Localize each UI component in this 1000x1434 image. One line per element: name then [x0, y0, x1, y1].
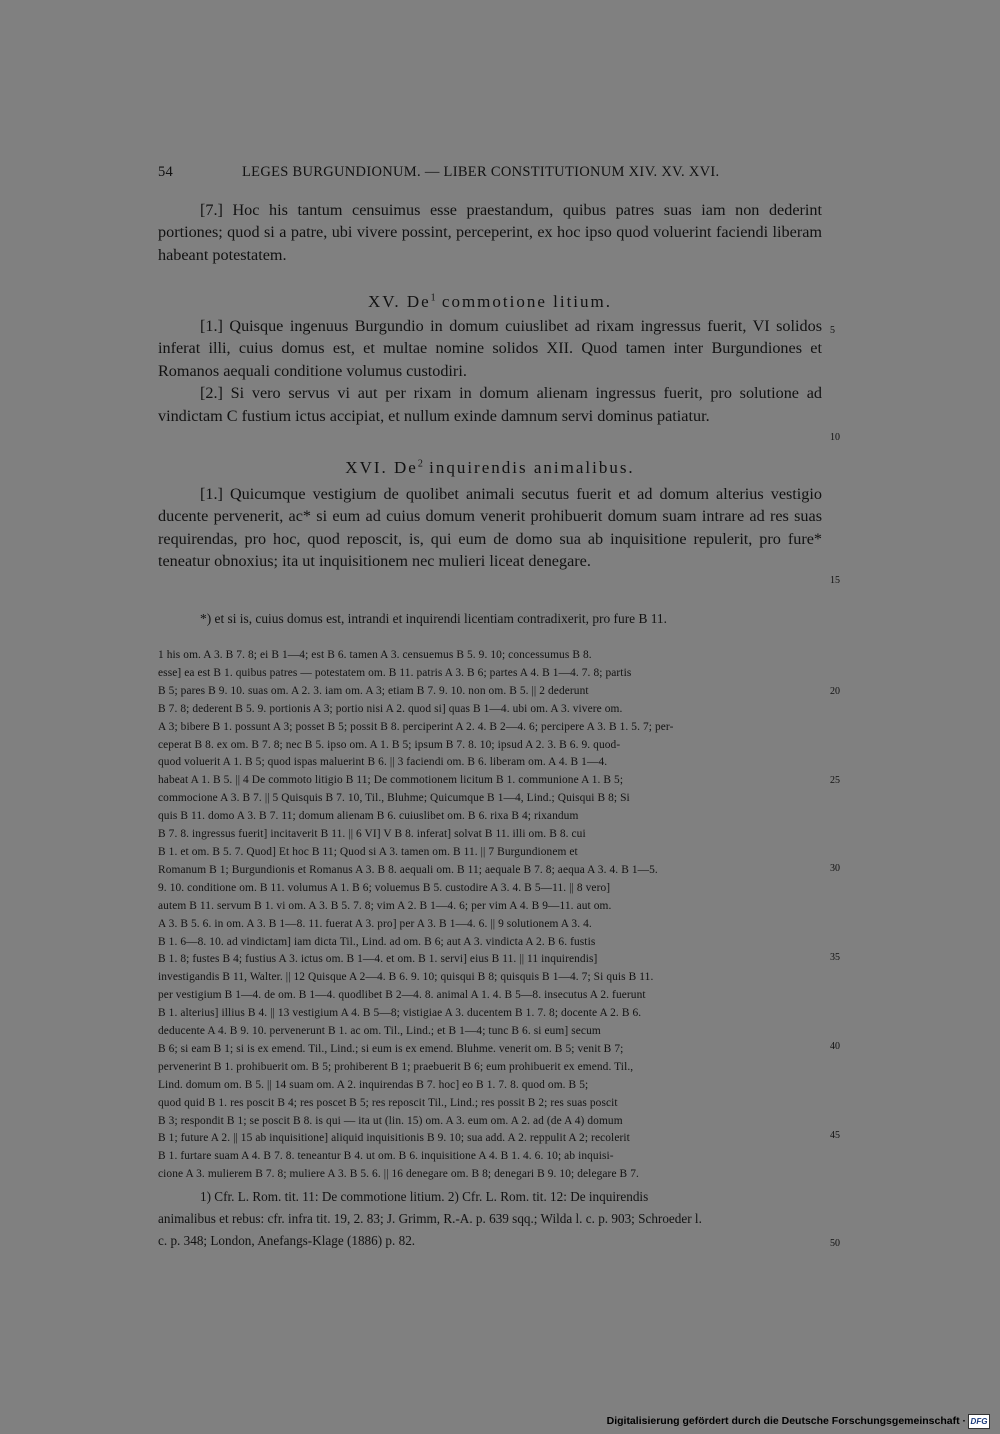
- section-16-body: [158, 483, 822, 573]
- paragraph: [1.] Quisque ingenuus Burgundio in domum cuiuslibet ad rixam ingressus fuerit, VI solidos inferat illi, cuius domus est, et multae nomine solidos XII. Quod tamen inter Burgundiones et Romanos aequali conditione volumus custodiri.: [158, 317, 822, 380]
- apparatus-line: B 1; future A 2. || 15 ab inquisitione] aliquid inquisitionis B 9. 10; sua add. A 2. reppulit A 2; recolerit: [158, 1132, 630, 1145]
- footnote-ref: 1: [430, 292, 436, 304]
- section-15-body: [158, 315, 822, 427]
- apparatus-line: 9. 10. conditione om. B 11. volumus A 1. B 6; voluemus B 5. custodire A 3. 4. B 5—11. || 8 vero]: [158, 881, 611, 894]
- apparatus-line: deducente A 4. B 9. 10. pervenerunt B 1. ac om. Til., Lind.; et B 1—4; tunc B 6. si eum] secum: [158, 1025, 601, 1038]
- apparatus-line: Romanum B 1; Burgundionis et Romanus A 3. B 8. aequali om. B 11; aequale B 7. 8; aequa A 3. 4. B 1—5.: [158, 863, 658, 876]
- line-number: 15: [830, 575, 840, 586]
- apparatus-line: B 7. 8. ingressus fuerit] incitaverit B 11. || 6 VI] V B 8. inferat] solvat B 11. illi om. B 8. cui: [158, 828, 586, 841]
- line-number: 25: [830, 775, 840, 786]
- line-number: 40: [830, 1041, 840, 1052]
- paragraph: [1.] Quicumque vestigium de quolibet animali secutus fuerit et ad domum alterius vestigio ducente pervenerit, ac* si eum ad cuius domum venerit prohibuerit domum suam intrare ad res suas requirendas, pro hoc, quod reposcit, is, qui eum de domo sua ab inquisitione repulerit, pro fure* teneatur obnoxius; ita ut inquisitionem nec mulieri liceat denegare.: [158, 485, 822, 571]
- line-number: 10: [830, 432, 840, 443]
- apparatus-line: B 1. et om. B 5. 7. Quod] Et hoc B 11; Quod si A 3. tamen om. B 11. || 7 Burgundionem et: [158, 845, 578, 858]
- line-number: 35: [830, 952, 840, 963]
- paragraph: [2.] Si vero servus vi aut per rixam in domum alienam ingressus fuerit, pro solutione ad vindictam C fustium ictus accipiat, et nullum exinde damnum servi dominus patiatur.: [158, 384, 822, 425]
- footnote-line: animalibus et rebus: cfr. infra tit. 19, 2. 83; J. Grimm, R.-A. p. 639 sqq.; Wilda l. c. p. 903; Schroeder l.: [158, 1211, 702, 1226]
- apparatus-line: B 5; pares B 9. 10. suas om. A 2. 3. iam om. A 3; etiam B 7. 9. 10. non om. B 5. || 2 dederunt: [158, 684, 589, 697]
- page-number: 54: [158, 164, 174, 180]
- line-number: 50: [830, 1238, 840, 1249]
- apparatus-line: B 3; respondit B 1; se poscit B 8. is qui — ita ut (lin. 15) om. A 3. eum om. A 2. ad (de A 4) domum: [158, 1114, 623, 1127]
- apparatus-line: esse] ea est B 1. quibus patres — potestatem om. B 11. patris A 3. B 6; partes A 4. B 1—4. 7. 8; partis: [158, 666, 632, 679]
- line-number: 5: [830, 325, 835, 336]
- apparatus-line: A 3; bibere B 1. possunt A 3; posset B 5; possit B 8. perciperint A 2. 4. B 2—4. 6; percipere A 3. B 1. 5. 7; per-: [158, 720, 674, 733]
- footnote-line: 1) Cfr. L. Rom. tit. 11: De commotione litium. 2) Cfr. L. Rom. tit. 12: De inquirendis: [200, 1189, 649, 1204]
- apparatus-line: investigandis B 11, Walter. || 12 Quisque A 2—4. B 6. 9. 10; quisqui B 8; quisquis B 1—4. 7; Si quis B 11.: [158, 971, 654, 984]
- apparatus-line: quod quid B 1. res poscit B 4; res poscet B 5; res reposcit Til., Lind.; res possit B 2; res suas poscit: [158, 1096, 618, 1109]
- apparatus-line: B 7. 8; dederent B 5. 9. portionis A 3; portio nisi A 2. quod si] quas B 1—4. ubi om. A 3. vivere om.: [158, 702, 623, 715]
- apparatus-line: A 3. B 5. 6. in om. A 3. B 1—8. 11. fuerat A 3. pro] per A 3. B 1—4. 6. || 9 solutionem A 3. 4.: [158, 917, 592, 930]
- apparatus-line: commocione A 3. B 7. || 5 Quisquis B 7. 10, Til., Bluhme; Quicumque B 1—4, Lind.; Quisqui B 8; Si: [158, 792, 630, 805]
- apparatus-line: B 1. furtare suam A 4. B 7. 8. teneantur B 4. ut om. B 6. inquisitione A 4. B 1. 4. 6. 10; ab inquisi-: [158, 1150, 614, 1163]
- apparatus-line: ceperat B 8. ex om. B 7. 8; nec B 5. ipso om. A 1. B 5; ipsum B 7. 8. 10; ipsud A 2. 3. B 6. 9. quod-: [158, 738, 621, 751]
- digitization-credit: Digitalisierung gefördert durch die Deutsche Forschungsgemeinschaft ·: [606, 1415, 966, 1427]
- dfg-logo-icon: DFG: [968, 1414, 990, 1429]
- footnotes: [158, 1186, 822, 1252]
- section-14-tail: [158, 199, 822, 266]
- line-number: 45: [830, 1130, 840, 1141]
- footnote-ref: 2: [417, 458, 423, 470]
- section-15-heading: XV. De$^1$ commotione litium.: [367, 292, 613, 311]
- running-title: LEGES BURGUNDIONUM. — LIBER CONSTITUTIONUM XIV. XV. XVI.: [242, 164, 720, 180]
- apparatus-line: B 6; si eam B 1; si is ex emend. Til., Lind.; si eum is ex emend. Bluhme. venerit om. B 5; venit B 7;: [158, 1042, 624, 1055]
- apparatus-line: cione A 3. mulierem B 7. 8; muliere A 3. B 5. 6. || 16 denegare om. B 8; denegari B 9. 10; delegare B 7.: [158, 1168, 639, 1181]
- asterisk-note: *) et si is, cuius domus est, intrandi et inquirendi licentiam contradixerit, pro fure B 11.: [200, 611, 667, 626]
- section-16-heading: XVI. De$^2$ inquirendis animalibus.: [345, 458, 635, 477]
- apparatus-line: Lind. domum om. B 5. || 14 suam om. A 2. inquirendas B 7. hoc] eo B 1. 7. 8. quod om. B 5;: [158, 1078, 589, 1091]
- apparatus-line: autem B 11. servum B 1. vi om. A 3. B 5. 7. 8; vim A 2. B 1—4. 6; per vim A 4. B 9—11. aut om.: [158, 899, 612, 912]
- apparatus-line: quis B 11. domo A 3. B 7. 11; domum alienam B 6. cuiuslibet om. B 6. rixa B 4; rixandum: [158, 810, 579, 823]
- apparatus-line: per vestigium B 1—4. de om. B 1—4. quodlibet B 2—4. 8. animal A 1. 4. B 5—8. insecutus A 2. fuerunt: [158, 989, 646, 1002]
- apparatus-line: B 1. alterius] illius B 4. || 13 vestigium A 4. B 5—8; vistigiae A 3. ducentem B 1. 7. 8; docente A 2. B 6.: [158, 1007, 642, 1020]
- apparatus-line: pervenerint B 1. prohibuerit om. B 5; prohiberent B 1; praebuerit B 6; eum prohibuerit ex emend. Til.,: [158, 1060, 634, 1073]
- apparatus-line: B 1. 6—8. 10. ad vindictam] iam dicta Til., Lind. ad om. B 6; aut A 3. vindicta A 2. B 6. fustis: [158, 935, 596, 948]
- apparatus-line: B 1. 8; fustes B 4; fustius A 3. ictus om. B 1—4. et om. B 1. servi] eius B 11. || 11 inquirendis]: [158, 953, 598, 966]
- line-number: 30: [830, 863, 840, 874]
- apparatus-line: habeat A 1. B 5. || 4 De commoto litigio B 11; De commotionem licitum B 1. communione A 1. B 5;: [158, 774, 624, 787]
- paragraph: [7.] Hoc his tantum censuimus esse praestandum, quibus patres suas iam non dederint portiones; quod si a patre, ubi vivere possint, perceperint, ex hoc ipso quod voluerint faciendi liberam habeant potestatem.: [158, 201, 822, 264]
- apparatus-line: 1 his om. A 3. B 7. 8; ei B 1—4; est B 6. tamen A 3. censuemus B 5. 9. 10; concessumus B 8.: [158, 649, 592, 661]
- line-number: 20: [830, 686, 840, 697]
- footnote-line: c. p. 348; London, Anefangs-Klage (1886) p. 82.: [158, 1233, 416, 1248]
- apparatus-line: quod voluerit A 1. B 5; quod ispas maluerint B 6. || 3 faciendi om. B 6. liberam om. A 4. B 1—4.: [158, 756, 608, 769]
- critical-apparatus: [158, 647, 822, 1184]
